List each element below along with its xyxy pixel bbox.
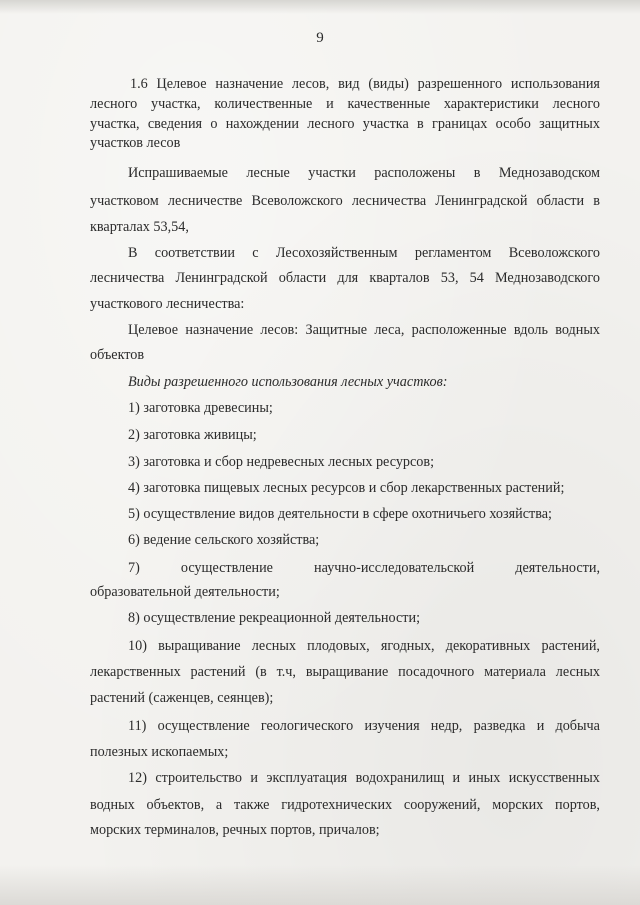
paragraph-line: кварталах 53,54, (90, 219, 189, 235)
paragraph-line: Испрашиваемые лесные участки расположены в Меднозаводском (128, 165, 600, 181)
usage-item: 1) заготовка древесины; (128, 400, 273, 416)
section-heading-line: участков лесов (90, 135, 181, 151)
usage-item-word: 7) (128, 560, 140, 576)
usage-item: 11) осуществление геологического изучения недр, разведка и добыча (128, 718, 600, 734)
usage-item: 3) заготовка и сбор недревесных лесных ресурсов; (128, 454, 435, 470)
purpose-continuation: объектов (90, 347, 145, 363)
usage-item: 5) осуществление видов деятельности в сфере охотничьего хозяйства; (128, 506, 552, 522)
scan-top-edge (0, 0, 640, 14)
paragraph-line: участкового лесничества: (90, 296, 245, 312)
scan-bottom-edge (0, 865, 640, 905)
usage-item: 12) строительство и эксплуатация водохранилищ и иных искусственных (128, 770, 600, 786)
section-heading-line: лесного участка, количественные и качественные характеристики лесного (90, 96, 600, 112)
usage-item-continuation: морских терминалов, речных портов, причалов; (90, 822, 380, 838)
usage-item: 6) ведение сельского хозяйства; (128, 532, 320, 548)
usage-item-word: деятельности, (515, 560, 600, 576)
usage-item-word: осуществление (180, 560, 273, 576)
paragraph-line: В соответствии с Лесохозяйственным регламентом Всеволожского (128, 245, 600, 261)
section-heading-line: участка, сведения о нахождении лесного участка в границах особо защитных (90, 116, 600, 132)
usage-item: 8) осуществление рекреационной деятельности; (128, 610, 421, 626)
usage-item-continuation: лекарственных растений (в т.ч, выращивание посадочного материала лесных (90, 664, 600, 680)
purpose-line: Целевое назначение лесов: Защитные леса, расположенные вдоль водных (128, 322, 600, 338)
usage-item: 4) заготовка пищевых лесных ресурсов и сбор лекарственных растений; (128, 480, 565, 496)
usage-item-word: научно-исследовательской (314, 560, 475, 576)
usage-item-continuation: растений (саженцев, сеянцев); (90, 690, 274, 706)
usage-item-continuation: полезных ископаемых; (90, 744, 229, 760)
usage-item-continuation: образовательной деятельности; (90, 584, 280, 600)
usage-item: 10) выращивание лесных плодовых, ягодных, декоративных растений, (128, 638, 600, 654)
usage-item: 2) заготовка живицы; (128, 427, 257, 443)
section-heading-line: 1.6 Целевое назначение лесов, вид (виды) разрешенного использования (130, 76, 600, 92)
usage-item (128, 560, 600, 576)
usage-item-continuation: водных объектов, а также гидротехнических сооружений, морских портов, (90, 797, 600, 813)
paragraph-line: лесничества Ленинградской области для кварталов 53, 54 Меднозаводского (90, 270, 600, 286)
usage-heading: Виды разрешенного использования лесных участков: (128, 374, 448, 390)
paragraph-line: участковом лесничестве Всеволожского лесничества Ленинградской области в (90, 193, 600, 209)
page-number: 9 (316, 30, 324, 46)
